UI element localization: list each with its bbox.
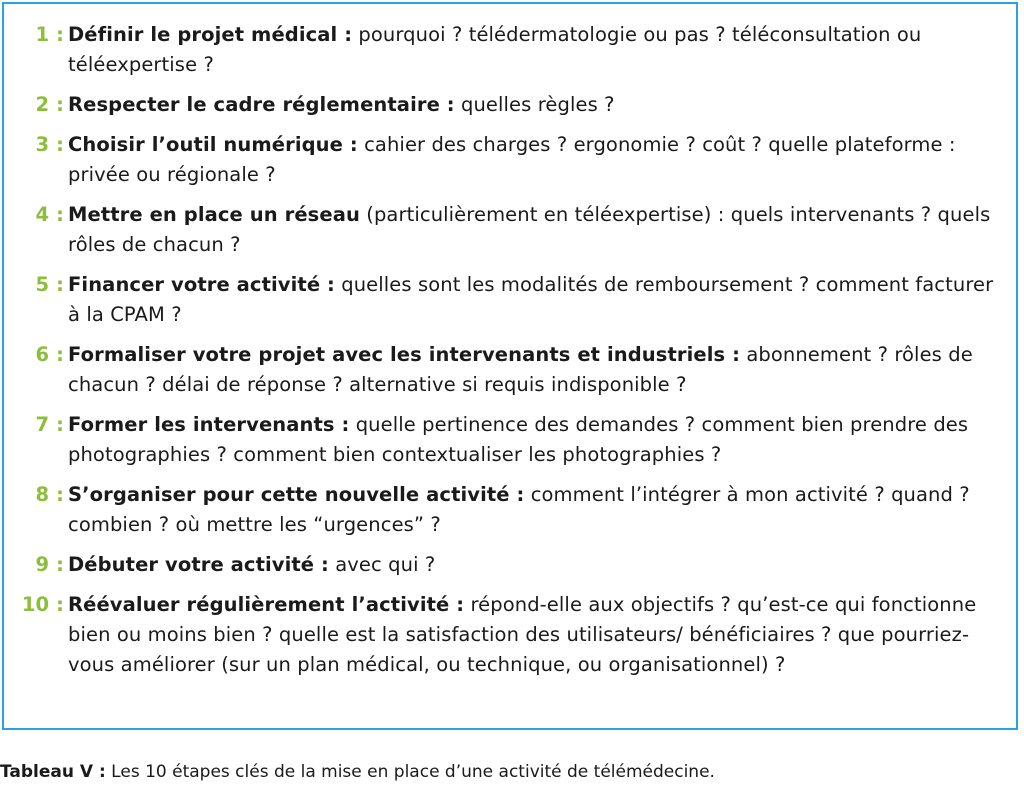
list-item (4, 130, 1004, 190)
step-text: quelles sont les modalités de remboursement ? comment facturer à la CPAM ? (68, 273, 994, 326)
list-item (4, 90, 1004, 120)
step-text: cahier des charges ? ergonomie ? coût ? quelle plateforme : privée ou régionale ? (68, 133, 956, 186)
list-item (4, 550, 1004, 580)
list-item (4, 410, 1004, 470)
step-title: Mettre en place un réseau (68, 203, 360, 226)
step-number: 9 : (35, 553, 64, 576)
step-text: comment l’intégrer à mon activité ? quand ? combien ? où mettre les “urgences” ? (68, 483, 970, 536)
step-title: Former les intervenants : (68, 413, 350, 436)
step-number: 3 : (35, 133, 64, 156)
step-text: quelle pertinence des demandes ? comment bien prendre des photographies ? comment bien contextualiser les photographies ? (68, 413, 969, 466)
list-item (4, 20, 1004, 80)
step-number: 1 : (35, 23, 64, 46)
list-item (4, 340, 1004, 400)
list-item (4, 200, 1004, 260)
step-number: 8 : (35, 483, 64, 506)
step-number: 2 : (35, 93, 64, 116)
caption-label: Tableau V : (0, 762, 106, 782)
step-number: 7 : (35, 413, 64, 436)
step-number: 6 : (35, 343, 64, 366)
step-text: abonnement ? rôles de chacun ? délai de réponse ? alternative si requis indisponible ? (68, 343, 973, 396)
step-number: 4 : (35, 203, 64, 226)
step-text: avec qui ? (328, 553, 436, 576)
step-title: Choisir l’outil numérique : (68, 133, 358, 156)
caption-text: Les 10 étapes clés de la mise en place d’une activité de télémédecine. (105, 762, 715, 782)
steps-list (4, 20, 1004, 690)
step-number: 10 : (21, 593, 64, 616)
list-item (4, 480, 1004, 540)
step-title: Financer votre activité : (68, 273, 335, 296)
step-title: Formaliser votre projet avec les intervenants et industriels : (68, 343, 741, 366)
list-item (4, 270, 1004, 330)
step-text: pourquoi ? télédermatologie ou pas ? téléconsultation ou téléexpertise ? (68, 23, 922, 76)
table-box (2, 2, 1018, 730)
table-caption (0, 760, 715, 784)
step-text: quelles règles ? (454, 93, 615, 116)
step-text: répond-elle aux objectifs ? qu’est-ce qui fonctionne bien ou moins bien ? quelle est la satisfaction des utilisateurs/ bénéficiaires ? que pourriez-vous améliorer (sur un plan médical, ou technique, ou organisationnel) ? (68, 593, 977, 676)
step-title: Réévaluer régulièrement l’activité : (68, 593, 465, 616)
step-title: Définir le projet médical : (68, 23, 353, 46)
step-text: (particulièrement en téléexpertise) : quels intervenants ? quels rôles de chacun ? (68, 203, 991, 256)
step-title: S’organiser pour cette nouvelle activité : (68, 483, 525, 506)
list-item (4, 590, 1004, 680)
step-title: Débuter votre activité : (68, 553, 329, 576)
step-title: Respecter le cadre réglementaire : (68, 93, 455, 116)
step-number: 5 : (35, 273, 64, 296)
